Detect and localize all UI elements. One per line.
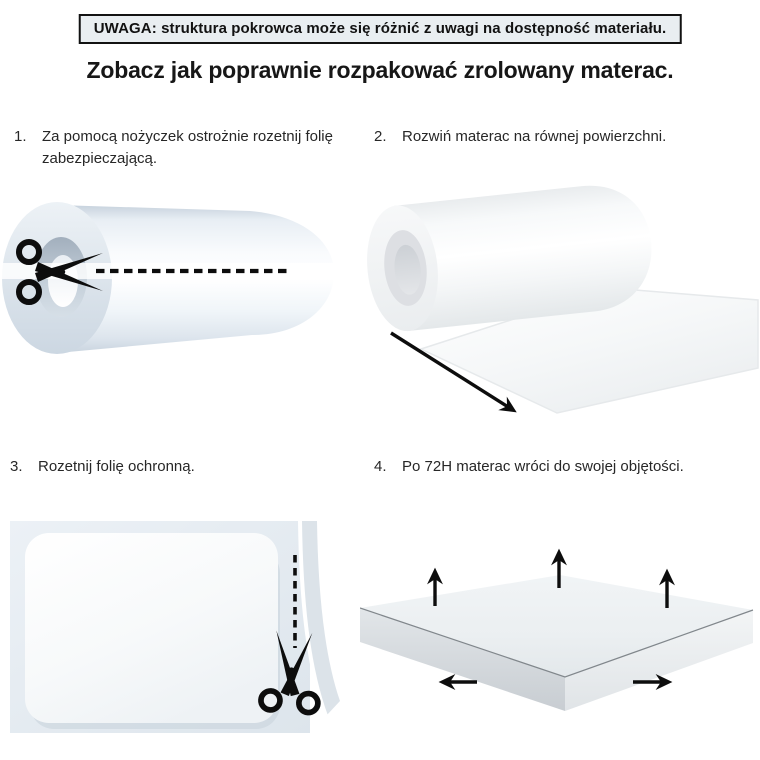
step-1-label: Za pomocą nożyczek ostrożnie rozetnij folię zabezpieczającą. <box>42 128 333 168</box>
foil-cutting-illustration <box>0 505 345 760</box>
unrolling-mattress-illustration <box>360 158 760 430</box>
flat-mattress <box>25 533 278 723</box>
notice-banner: UWAGA: struktura pokrowca może się różnić z uwagi na dostępność materiału. <box>79 14 682 44</box>
step-3-text <box>10 456 338 478</box>
page-title: Zobacz jak poprawnie rozpakować zrolowany materac. <box>86 57 674 83</box>
step-2-text <box>374 126 752 148</box>
step-1-number: 1. <box>14 128 27 145</box>
rolled-mattress-cut-illustration <box>0 185 345 435</box>
step-4-text <box>374 456 752 478</box>
step-3-number: 3. <box>10 458 23 475</box>
step-4-number: 4. <box>374 458 387 475</box>
step-1-text <box>14 126 338 170</box>
step-2-label: Rozwiń materac na równej powierzchni. <box>402 128 667 145</box>
expanding-mattress-illustration <box>360 520 760 760</box>
step-3-label: Rozetnij folię ochronną. <box>38 458 195 475</box>
step-2-number: 2. <box>374 128 387 145</box>
step-4-label: Po 72H materac wróci do swojej objętości. <box>402 458 684 475</box>
